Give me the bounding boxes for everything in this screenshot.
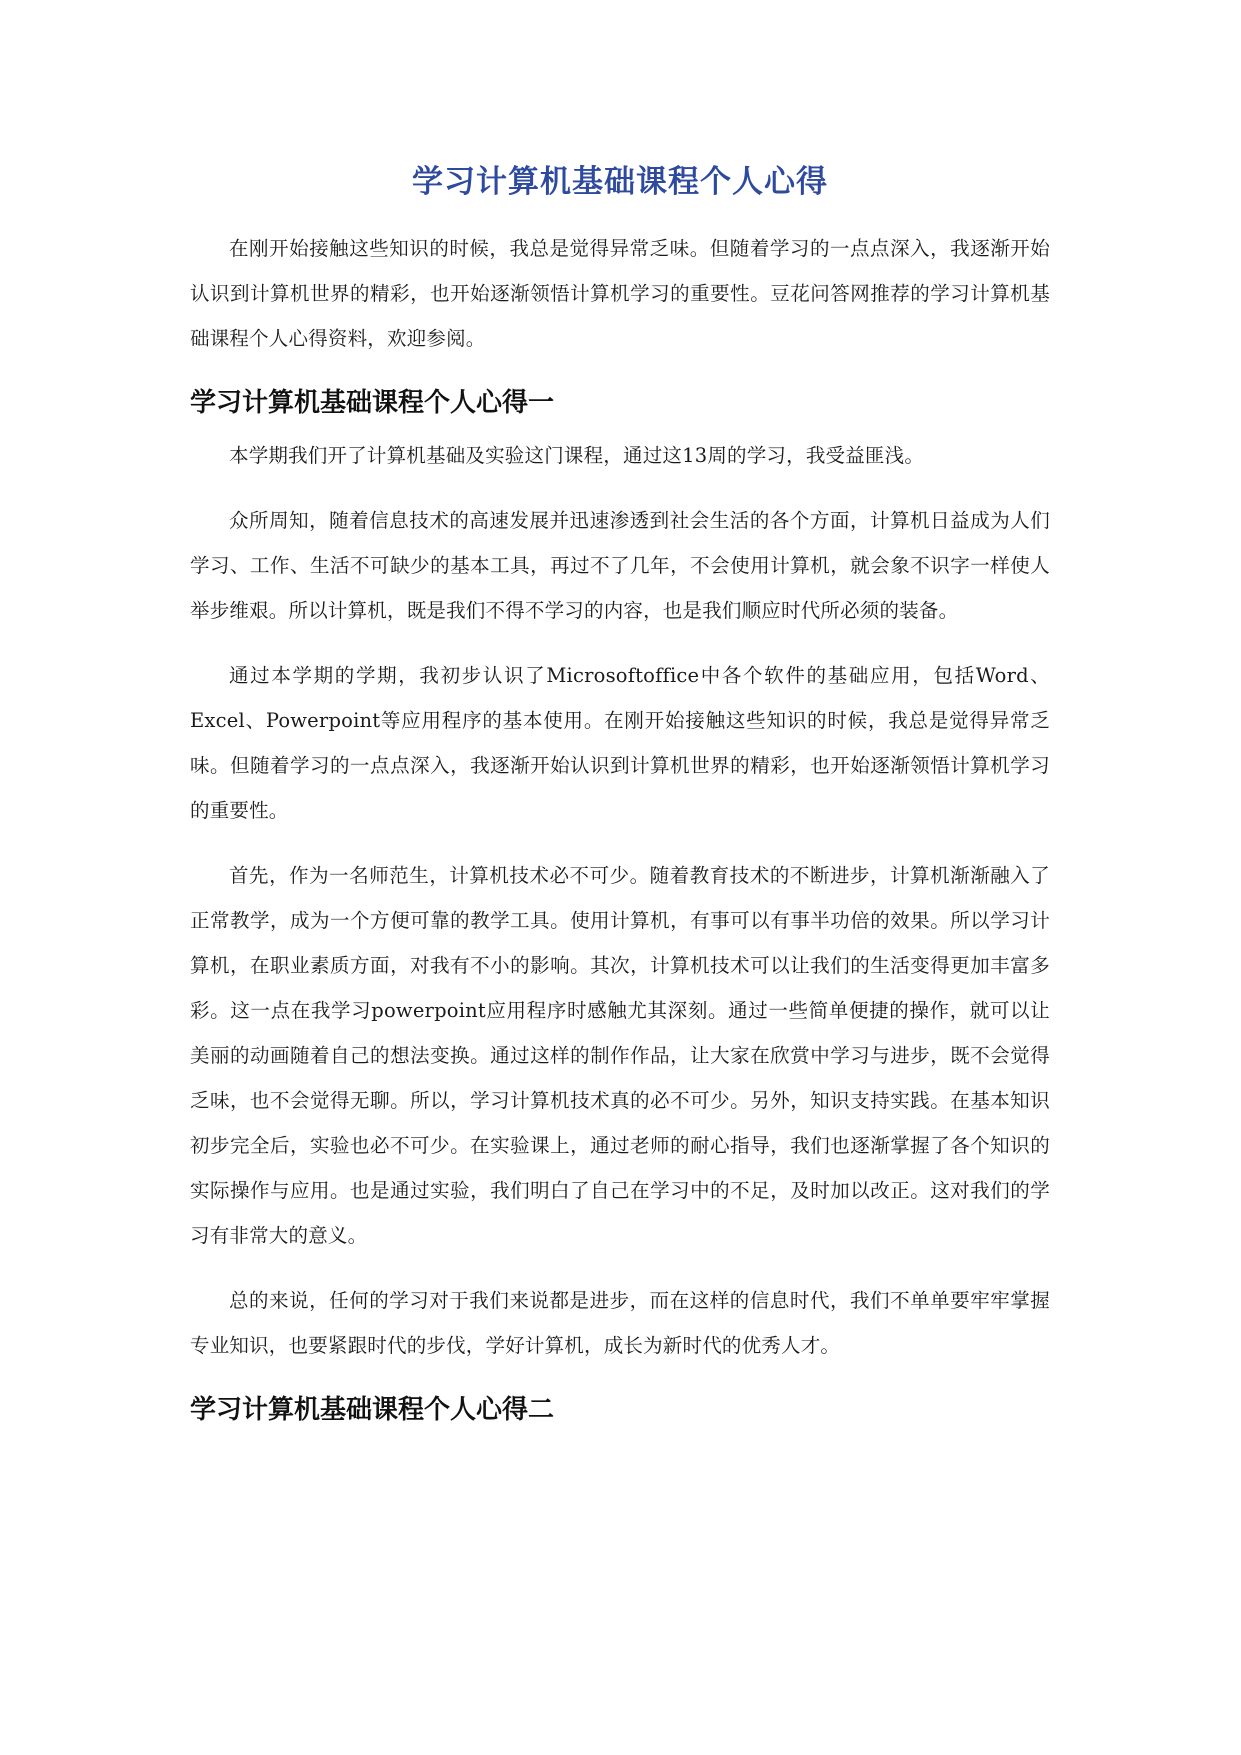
intro-paragraph: 在刚开始接触这些知识的时候，我总是觉得异常乏味。但随着学习的一点点深入，我逐渐开始认识到计算机世界的精彩，也开始逐渐领悟计算机学习的重要性。豆花问答网推荐的学习计算机基础课程个人心得资料，欢迎参阅。: [190, 237, 1050, 350]
section-heading-1: 学习计算机基础课程个人心得一: [190, 388, 555, 418]
document-title: 学习计算机基础课程个人心得: [412, 164, 828, 200]
section-1-paragraph-5: 总的来说，任何的学习对于我们来说都是进步，而在这样的信息时代，我们不单单要牢牢掌握专业知识，也要紧跟时代的步伐，学好计算机，成长为新时代的优秀人才。: [190, 1289, 1050, 1357]
section-1-paragraph-4: 首先，作为一名师范生，计算机技术必不可少。随着教育技术的不断进步，计算机渐渐融入了正常教学，成为一个方便可靠的教学工具。使用计算机，有事可以有事半功倍的效果。所以学习计算机，在职业素质方面，对我有不小的影响。其次，计算机技术可以让我们的生活变得更加丰富多彩。这一点在我学习powerpoint应用程序时感触尤其深刻。通过一些简单便捷的操作，就可以让美丽的动画随着自己的想法变换。通过这样的制作作品，让大家在欣赏中学习与进步，既不会觉得乏味，也不会觉得无聊。所以，学习计算机技术真的必不可少。另外，知识支持实践。在基本知识初步完全后，实验也必不可少。在实验课上，通过老师的耐心指导，我们也逐渐掌握了各个知识的实际操作与应用。也是通过实验，我们明白了自己在学习中的不足，及时加以改正。这对我们的学习有非常大的意义。: [190, 864, 1050, 1247]
section-1-paragraph-1: 本学期我们开了计算机基础及实验这门课程，通过这13周的学习，我受益匪浅。: [229, 444, 925, 467]
document-page: [190, 160, 1050, 1440]
section-heading-2: 学习计算机基础课程个人心得二: [190, 1395, 555, 1425]
section-1-paragraph-3: 通过本学期的学期，我初步认识了Microsoftoffice中各个软件的基础应用，包括Word、Excel、Powerpoint等应用程序的基本使用。在刚开始接触这些知识的时候，我总是觉得异常乏味。但随着学习的一点点深入，我逐渐开始认识到计算机世界的精彩，也开始逐渐领悟计算机学习的重要性。: [190, 664, 1050, 822]
section-1-paragraph-2: 众所周知，随着信息技术的高速发展并迅速渗透到社会生活的各个方面，计算机日益成为人们学习、工作、生活不可缺少的基本工具，再过不了几年，不会使用计算机，就会象不识字一样使人举步维艰。所以计算机，既是我们不得不学习的内容，也是我们顺应时代所必须的装备。: [190, 509, 1050, 622]
